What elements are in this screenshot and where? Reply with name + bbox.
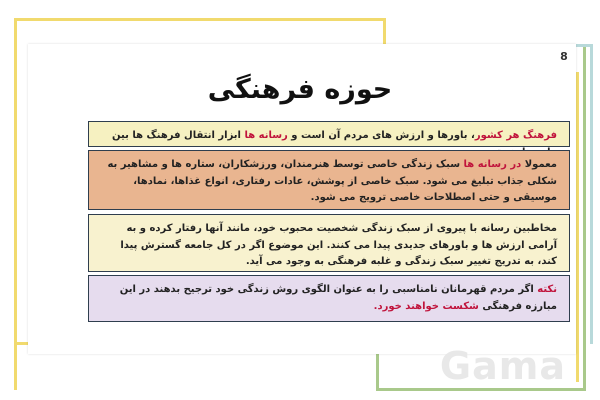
highlight-text: در رسانه ها <box>463 159 522 170</box>
body-text: اگر مردم قهرمانان نامناسبی را به عنوان الگوی روش زندگی خود ترجیح بدهند در این مبارزه فرهنگی <box>119 284 557 312</box>
info-box-2 <box>88 150 570 210</box>
body-text: ، باورها و ارزش های مردم آن است و <box>287 130 475 141</box>
info-box-4 <box>88 275 570 322</box>
body-text: ابزار انتقال فرهنگ ها بین <box>112 130 241 141</box>
watermark-logo: Gama <box>439 344 566 388</box>
info-box-3 <box>88 214 570 272</box>
body-text: مخاطبین رسانه با پیروی از سبک زندگی شخصیت محبوب خود، مانند آنها رفتار کرده و به آرامی ارزش ها و باورهای جدیدی پیدا می کنند. این موضوع اگر در کل جامعه گسترش پیدا کند، به تدریج تغییر سبک زندگی و غلبه فرهنگی به وجود می آید. <box>120 223 557 267</box>
highlight-text: رسانه ها <box>244 130 288 141</box>
frame-green-bottom-h <box>376 388 586 391</box>
highlight-text: نکته <box>537 284 557 295</box>
highlight-text: فرهنگ هر کشور <box>474 130 557 141</box>
body-text: معمولا <box>521 159 557 170</box>
page-number: 8 <box>560 50 568 63</box>
body-text: سبک زندگی خاصی توسط هنرمندان، ورزشکاران، ستاره ها و مشاهیر به شکلی جذاب تبلیغ می شود. سبک خاصی از پوشش، عادات رفتاری، انواع غذاها، نمادها، موسیقی و حتی اصطلاحات خاصی ترویج می شود. <box>107 159 557 203</box>
info-box-1 <box>88 121 570 147</box>
page-title: حوزه فرهنگی <box>207 74 393 105</box>
highlight-text: شکست خواهند خورد. <box>373 300 479 312</box>
frame-yellow-top <box>14 18 386 21</box>
frame-yellow-right-long <box>576 72 579 382</box>
